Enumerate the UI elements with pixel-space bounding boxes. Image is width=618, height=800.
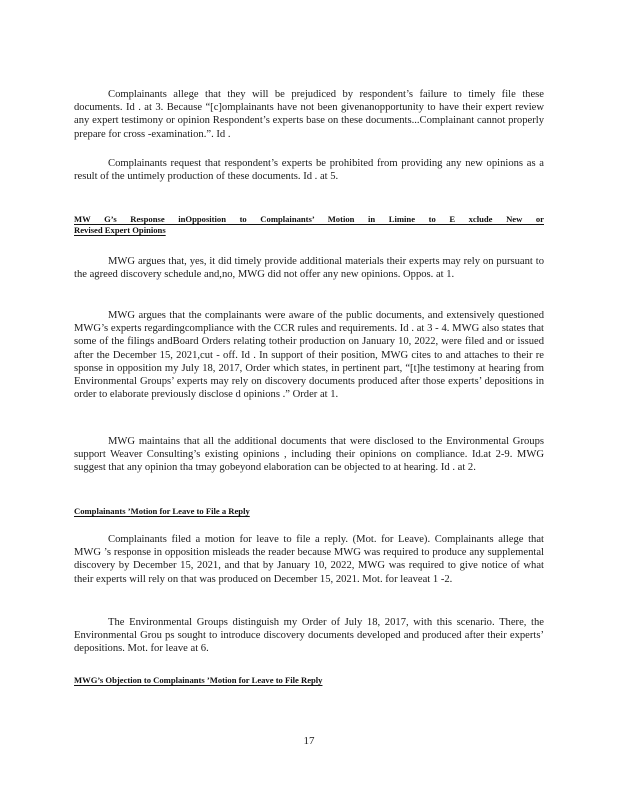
section-heading-line-2: Revised Expert Opinions <box>74 225 166 235</box>
paragraph-complainants-request: Complainants request that respondent’s experts be prohibited from providing any new opinions as a result of the untimely production of these documents. Id . at 5. <box>74 158 544 183</box>
section-heading-line-1: MW G’s Response inOpposition to Complainants’ Motion in Limine to E xclude New or <box>74 214 544 224</box>
paragraph-mwg-argues-aware: MWG argues that the complainants were aware of the public documents, and extensively questioned MWG’s experts regardingcompliance with the CCR rules and requirements. Id . at 3 - 4. MWG also states that some of the filings andBoard Orders relating totheir production on January 10, 2022, were filed and or issued after the December 15, 2021,cut - off. Id . In support of their position, MWG cites to and attaches to their re sponse in opposition my July 18, 2017, Order which states, in pertinent part, “[t]he testimony at hearing from Environmental Groups’ experts may rely on discovery documents produced after those experts’ depositions in order to elaborate previously disclose d opinions .” Order at 1. <box>74 310 544 401</box>
section-heading-motion-for-leave: Complainants ’Motion for Leave to File a Reply <box>74 506 250 516</box>
paragraph-complainants-filed: Complainants filed a motion for leave to file a reply. (Mot. for Leave). Complainants allege that MWG ’s response in opposition misleads the reader because MWG was required to produce any supplemental discovery by December 15, 2021, and that by January 10, 2022, MWG was required to give notice of what their experts will rely on that was produced on December 15, 2021. Mot. for leaveat 1 -2. <box>74 534 544 585</box>
section-heading-mwg-response <box>74 214 544 236</box>
page-number: 17 <box>303 735 315 747</box>
paragraph-mwg-maintains: MWG maintains that all the additional documents that were disclosed to the Environmental Groups support Weaver Consulting’s existing opinions , including their opinions on compliance. Id.at 2-9. MWG suggest that any opinion tha tmay gobeyond elaboration can be objected to at hearing. Id . at 2. <box>74 436 544 474</box>
paragraph-environmental-groups: The Environmental Groups distinguish my Order of July 18, 2017, with this scenario. There, the Environmental Grou ps sought to introduce discovery documents developed and produced after their experts’ depositions. Mot. for leave at 6. <box>74 617 544 655</box>
paragraph-mwg-argues-timely: MWG argues that, yes, it did timely provide additional materials their experts may rely on pursuant to the agreed discovery schedule and,no, MWG did not offer any new opinions. Oppos. at 1. <box>74 256 544 281</box>
section-heading-mwg-objection: MWG’s Objection to Complainants ’Motion for Leave to File Reply <box>74 675 323 685</box>
paragraph-complainants-allege: Complainants allege that they will be prejudiced by respondent’s failure to timely file these documents. Id . at 3. Because “[c]omplainants have not been givenanopportunity to have their expert review any expert testimony or opinion Respondent’s experts base on these documents...Complainant cannot properly prepare for cross -examination.”. Id . <box>74 89 544 140</box>
